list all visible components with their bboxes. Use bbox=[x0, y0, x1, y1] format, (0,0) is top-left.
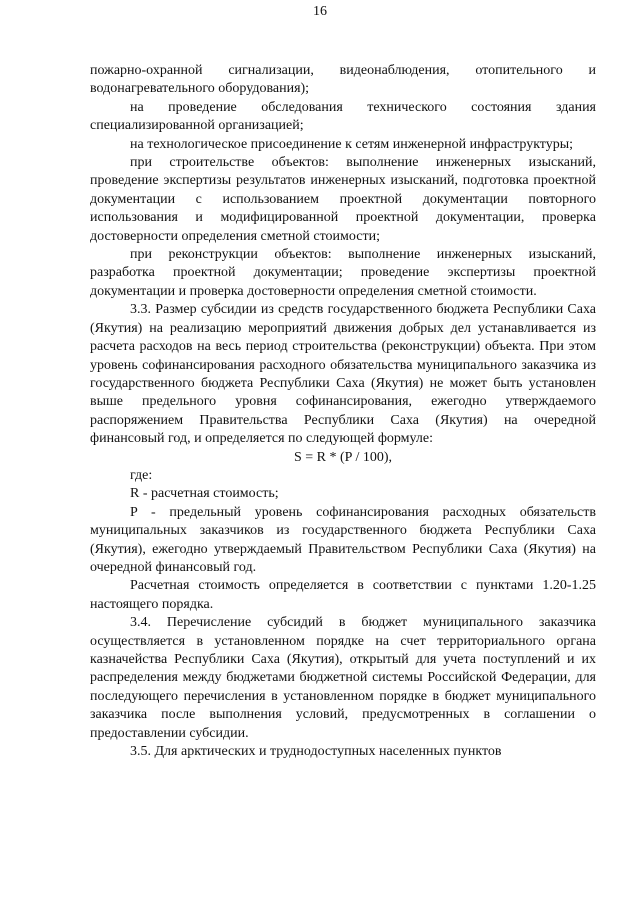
paragraph-3-4-transfer: 3.4. Перечисление субсидий в бюджет муниципального заказчика осуществляется в установленном порядке на счет территориального органа казначейства Республики Саха (Якутия), открытый для учета поступлений и их распределения между бюджетами бюджетной системы Российской Федерации, для последующего перечисления в установленном порядке в бюджет муниципального заказчика после выполнения условий, предусмотренных в соглашении о предоставлении субсидии. bbox=[90, 615, 596, 741]
paragraph-building-inspection: на проведение обследования технического состояния здания специализированной организацией; bbox=[90, 99, 596, 134]
paragraph-reconstruction: при реконструкции объектов: выполнение инженерных изысканий, разработка проектной документации; проведение экспертизы проектной документации и проверка достоверности определения сметной стоимости. bbox=[90, 247, 596, 299]
formula-where-label: где: bbox=[130, 467, 153, 483]
page-number: 16 bbox=[313, 4, 327, 19]
paragraph-construction: при строительстве объектов: выполнение инженерных изысканий, проведение экспертизы результатов инженерных изысканий, подготовка проектной документации с использованием проектной документации повторного использования и модифицированной проектной документации, проверка достоверности определения сметной стоимости; bbox=[90, 155, 596, 244]
paragraph-3-3-subsidy-size: 3.3. Размер субсидии из средств государственного бюджета Республики Саха (Якутия) на реализацию мероприятий движения добрых дел устанавливается из расчета расходов на весь период строительства (реконструкции) объекта. При этом уровень софинансирования расходного обязательства муниципального заказчика из государственного бюджета Республики Саха (Якутия) не может быть установлен выше предельного уровня софинансирования, ежегодно утверждаемого распоряжением Правительства Республики Саха (Якутия) на очередной финансовый год, и определяется по следующей формуле: bbox=[90, 302, 596, 447]
paragraph-estimated-cost: Расчетная стоимость определяется в соответствии с пунктами 1.20-1.25 настоящего порядка. bbox=[90, 578, 596, 612]
paragraph-3-5-arctic: 3.5. Для арктических и труднодоступных населенных пунктов bbox=[130, 744, 502, 760]
formula-variable-r: R - расчетная стоимость; bbox=[130, 486, 279, 502]
subsidy-formula: S = R * (P / 100), bbox=[294, 449, 392, 465]
formula-variable-p: P - предельный уровень софинансирования расходных обязательств муниципальных заказчиков из государственного бюджета Республики Саха (Якутия), ежегодно утверждаемый Правительством Республики Саха (Якутия) на очередной финансовый год. bbox=[90, 504, 596, 575]
paragraph-technological-connection: на технологическое присоединение к сетям инженерной инфраструктуры; bbox=[130, 136, 574, 152]
body-text bbox=[90, 62, 596, 761]
paragraph-equipment-continuation: пожарно-охранной сигнализации, видеонаблюдения, отопительного и водонагревательного оборудования); bbox=[90, 63, 596, 97]
